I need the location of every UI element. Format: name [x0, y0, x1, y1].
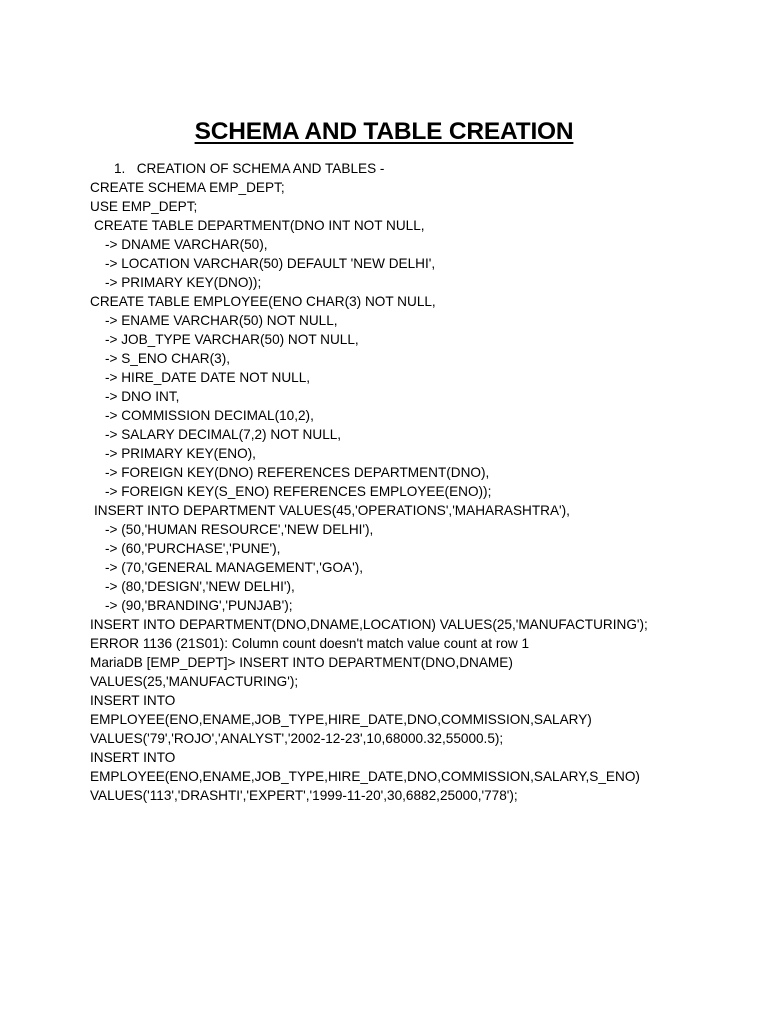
code-line: -> JOB_TYPE VARCHAR(50) NOT NULL,: [105, 332, 359, 347]
code-line: -> HIRE_DATE DATE NOT NULL,: [105, 370, 311, 385]
code-line: USE EMP_DEPT;: [90, 199, 198, 214]
code-line: -> S_ENO CHAR(3),: [105, 351, 231, 366]
code-line: VALUES('113','DRASHTI','EXPERT','1999-11-20',30,6882,25000,'778');: [90, 788, 518, 803]
code-line: -> (50,'HUMAN RESOURCE','NEW DELHI'),: [105, 522, 374, 537]
code-line: -> DNO INT,: [105, 389, 180, 404]
sql-listing: [90, 159, 750, 805]
code-line: -> (70,'GENERAL MANAGEMENT','GOA'),: [105, 560, 364, 575]
code-line: INSERT INTO: [90, 693, 176, 708]
code-line: -> (60,'PURCHASE','PUNE'),: [105, 541, 281, 556]
code-line: EMPLOYEE(ENO,ENAME,JOB_TYPE,HIRE_DATE,DNO,COMMISSION,SALARY): [90, 712, 592, 727]
code-line: -> COMMISSION DECIMAL(10,2),: [105, 408, 314, 423]
document-title: SCHEMA AND TABLE CREATION: [194, 118, 574, 145]
code-line: INSERT INTO DEPARTMENT(DNO,DNAME,LOCATION) VALUES(25,'MANUFACTURING');: [90, 617, 648, 632]
error-line: ERROR 1136 (21S01): Column count doesn't match value count at row 1: [90, 636, 530, 651]
section-number: 1.: [114, 161, 126, 176]
code-line: -> DNAME VARCHAR(50),: [105, 237, 268, 252]
section-heading-text: CREATION OF SCHEMA AND TABLES -: [136, 161, 385, 176]
code-line: EMPLOYEE(ENO,ENAME,JOB_TYPE,HIRE_DATE,DNO,COMMISSION,SALARY,S_ENO): [90, 769, 640, 784]
code-line: -> FOREIGN KEY(DNO) REFERENCES DEPARTMENT(DNO),: [105, 465, 490, 480]
code-line: -> PRIMARY KEY(ENO),: [105, 446, 256, 461]
code-line: INSERT INTO DEPARTMENT VALUES(45,'OPERATIONS','MAHARASHTRA'),: [94, 503, 570, 518]
section-heading: [90, 159, 750, 178]
code-line: -> (90,'BRANDING','PUNJAB');: [105, 598, 293, 613]
code-line: CREATE SCHEMA EMP_DEPT;: [90, 180, 285, 195]
code-line: INSERT INTO: [90, 750, 176, 765]
code-line: CREATE TABLE EMPLOYEE(ENO CHAR(3) NOT NULL,: [90, 294, 436, 309]
code-line: CREATE TABLE DEPARTMENT(DNO INT NOT NULL,: [94, 218, 425, 233]
code-line: VALUES('79','ROJO','ANALYST','2002-12-23',10,68000.32,55000.5);: [90, 731, 504, 746]
code-line: VALUES(25,'MANUFACTURING');: [90, 674, 299, 689]
section-spacer: [125, 161, 136, 176]
code-line: -> SALARY DECIMAL(7,2) NOT NULL,: [105, 427, 342, 442]
code-line: -> ENAME VARCHAR(50) NOT NULL,: [105, 313, 338, 328]
code-line: -> FOREIGN KEY(S_ENO) REFERENCES EMPLOYEE(ENO));: [105, 484, 492, 499]
code-line: -> PRIMARY KEY(DNO));: [105, 275, 262, 290]
code-line: -> (80,'DESIGN','NEW DELHI'),: [105, 579, 295, 594]
code-line: MariaDB [EMP_DEPT]> INSERT INTO DEPARTMENT(DNO,DNAME): [90, 655, 513, 670]
code-line: -> LOCATION VARCHAR(50) DEFAULT 'NEW DELHI',: [105, 256, 436, 271]
